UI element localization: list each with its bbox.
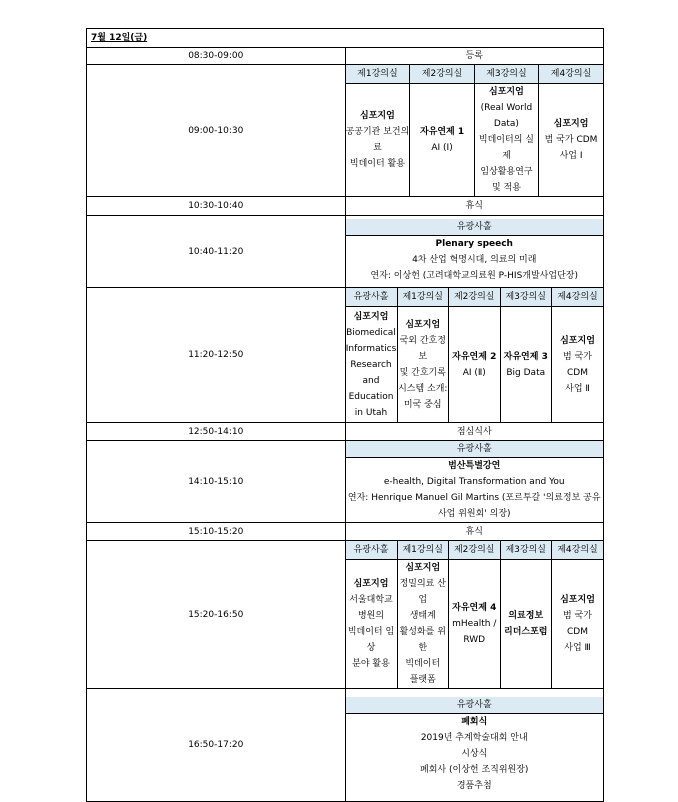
time-cell: 14:10-15:10 [87, 441, 346, 523]
room-label: 제3강의실 [500, 288, 552, 307]
room-label: 제2강의실 [449, 288, 501, 307]
session-cell: 심포지엄 공공기관 보건의료 빅데이터 활용 [345, 111, 410, 169]
room-label: 유광사홀 [346, 219, 604, 236]
time-cell: 10:30-10:40 [87, 197, 346, 216]
registration-cell: 등록 [345, 48, 604, 65]
session-cell: 의료정보 리더스포럼 [500, 560, 552, 689]
session-cell: 자유연제 3 Big Data [500, 307, 552, 423]
break-cell: 휴식 [345, 197, 604, 216]
break-cell: 휴식 [345, 523, 604, 541]
parallel-sessions [346, 288, 604, 422]
plenary-title: Plenary speech [435, 239, 513, 249]
session-cell: 심포지엄 범 국가 CDM 사업 Ⅰ [539, 84, 603, 197]
room-label: 제1강의실 [397, 288, 449, 307]
time-cell: 12:50-14:10 [87, 423, 346, 441]
room-label: 제4강의실 [552, 541, 604, 560]
room-label: 제2강의실 [449, 541, 501, 560]
room-label: 제3강의실 [474, 65, 538, 84]
session-cell: 자유연제 1 AI (Ⅰ) [410, 84, 474, 197]
lunch-cell: 점심식사 [345, 423, 604, 441]
special-lecture-topic: e-health, Digital Transformation and You [383, 477, 565, 487]
session-cell: 자유연제 2 AI (Ⅱ) [449, 307, 501, 423]
plenary-topic: 4차 산업 혁명시대, 의료의 미래 [412, 255, 537, 265]
session-cell: 심포지엄 Biomedical Informatics Research and Education in Utah [345, 311, 397, 418]
time-cell: 16:50-17:20 [87, 689, 346, 802]
room-label: 유광사홀 [346, 288, 398, 307]
room-label: 제4강의실 [552, 288, 604, 307]
closing-item: 2019년 추계학술대회 안내 [420, 732, 528, 743]
date-header: 7월 12일(금) [87, 29, 604, 48]
room-label: 제1강의실 [346, 65, 410, 84]
schedule-table [86, 28, 604, 802]
closing-item: 경품추첨 [456, 780, 492, 791]
room-label: 유광사홀 [346, 697, 604, 714]
room-label: 유광사홀 [346, 541, 398, 560]
session-cell: 심포지엄 정밀의료 산업 생태계 활성화를 위한 빅데이터 플랫폼 [397, 560, 449, 689]
special-lecture-title: 범산특별강연 [448, 461, 501, 471]
time-cell: 08:30-09:00 [87, 48, 346, 65]
session-cell: 심포지엄 서울대학교병원의 빅데이터 임상 분야 활용 [347, 579, 395, 669]
closing-title: 폐회식 [461, 716, 488, 727]
room-label: 제3강의실 [500, 541, 552, 560]
room-label: 제2강의실 [410, 65, 474, 84]
time-cell: 15:10-15:20 [87, 523, 346, 541]
special-lecture-speaker: 연자: Henrique Manuel Gil Martins (포르투갈 '의료정보 공유사업 위원회' 의장) [347, 493, 601, 519]
parallel-sessions [346, 65, 604, 196]
session-cell: 심포지엄 범 국가 CDM 사업 Ⅱ [552, 307, 604, 423]
time-cell: 15:20-16:50 [87, 541, 346, 689]
room-label: 유광사홀 [346, 441, 604, 458]
plenary-speaker: 연자: 이상헌 (고려대학교의료원 P-HIS개발사업단장) [370, 271, 578, 281]
session-cell: 심포지엄 국외 간호정보 및 간호기록 시스템 소개: 미국 중심 [397, 307, 449, 423]
session-cell: 자유연제 4 mHealth / RWD [449, 560, 501, 689]
time-cell: 11:20-12:50 [87, 288, 346, 423]
room-label: 제1강의실 [397, 541, 449, 560]
closing-item: 시상식 [461, 748, 488, 759]
parallel-sessions [346, 541, 604, 688]
session-cell: 심포지엄 범 국가 CDM 사업 Ⅲ [552, 560, 604, 689]
time-cell: 09:00-10:30 [87, 65, 346, 197]
time-cell: 10:40-11:20 [87, 216, 346, 288]
session-cell: 심포지엄 (Real World Data) 빅데이터의 실제 임상활용연구 및 적용 [474, 84, 538, 197]
room-label: 제4강의실 [539, 65, 603, 84]
closing-item: 폐회사 (이상헌 조직위원장) [420, 764, 529, 775]
